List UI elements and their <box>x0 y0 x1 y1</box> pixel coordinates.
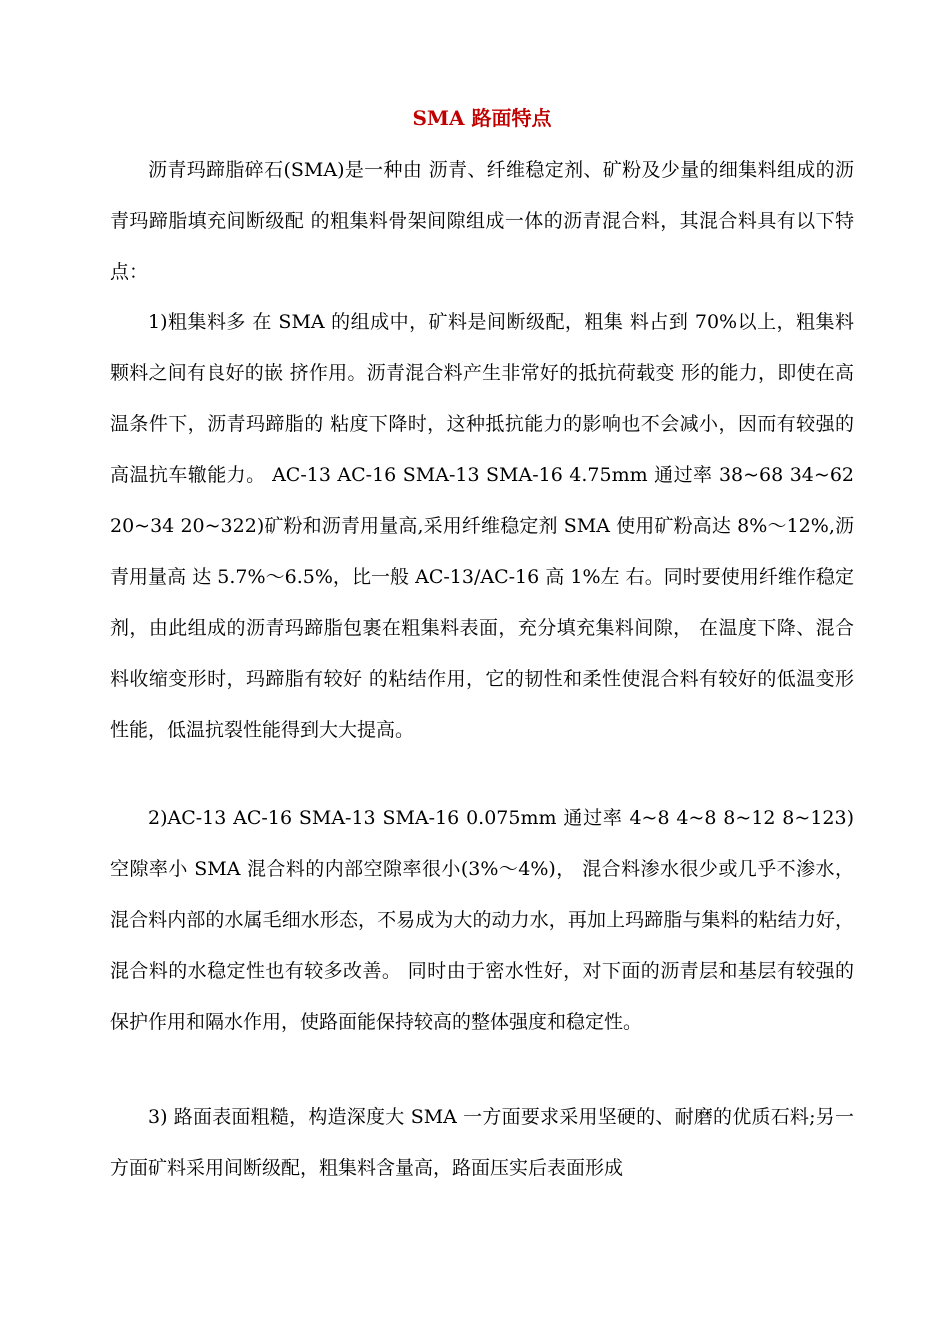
paragraph-intro: 沥青玛蹄脂碎石(SMA)是一种由 沥青、纤维稳定剂、矿粉及少量的细集料组成的沥青玛蹄脂填充间断级配 的粗集料骨架间隙组成一体的沥青混合料，其混合料具有以下特点： <box>110 159 854 283</box>
paragraph-surface-texture: 3) 路面表面粗糙，构造深度大 SMA 一方面要求采用坚硬的、耐磨的优质石料;另一方面矿料采用间断级配，粗集料含量高，路面压实后表面形成 <box>110 1106 854 1179</box>
paragraph-coarse-aggregate: 1)粗集料多 在 SMA 的组成中，矿料是间断级配，粗集 料占到 70%以上，粗集料颗料之间有良好的嵌 挤作用。沥青混合料产生非常好的抵抗荷载变 形的能力，即使在高温条件下，沥青玛蹄脂的 粘度下降时，这种抵抗能力的影响也不会减小，因而有较强的高温抗车辙能力。 AC-13 AC-16 SMA-13 SMA-16 4.75mm 通过率 38~68 34~62 20~34 20~322)矿粉和沥青用量高,采用纤维稳定剂 SMA 使用矿粉高达 8%～12%,沥青用量高 达 5.7%～6.5%，比一般 AC-13/AC-16 高 1%左 右。同时要使用纤维作稳定剂，由此组成的沥青玛蹄脂包裹在粗集料表面，充分填充集料间隙， 在温度下降、混合料收缩变形时，玛蹄脂有较好 的粘结作用，它的韧性和柔性使混合料有较好的低温变形性能，低温抗裂性能得到大大提高。 <box>110 311 854 741</box>
paragraph-void-ratio: 2)AC-13 AC-16 SMA-13 SMA-16 0.075mm 通过率 4~8 4~8 8~12 8~123)空隙率小 SMA 混合料的内部空隙率很小(3%～4%)， 混合料渗水很少或几乎不渗水，混合料内部的水属毛细水形态，不易成为大的动力水，再加上玛蹄脂与集料的粘结力好，混合料的水稳定性也有较多改善。 同时由于密水性好，对下面的沥青层和基层有较强的保护作用和隔水作用，使路面能保持较高的整体强度和稳定性。 <box>110 807 854 1033</box>
document-title: SMA 路面特点 <box>412 106 552 130</box>
